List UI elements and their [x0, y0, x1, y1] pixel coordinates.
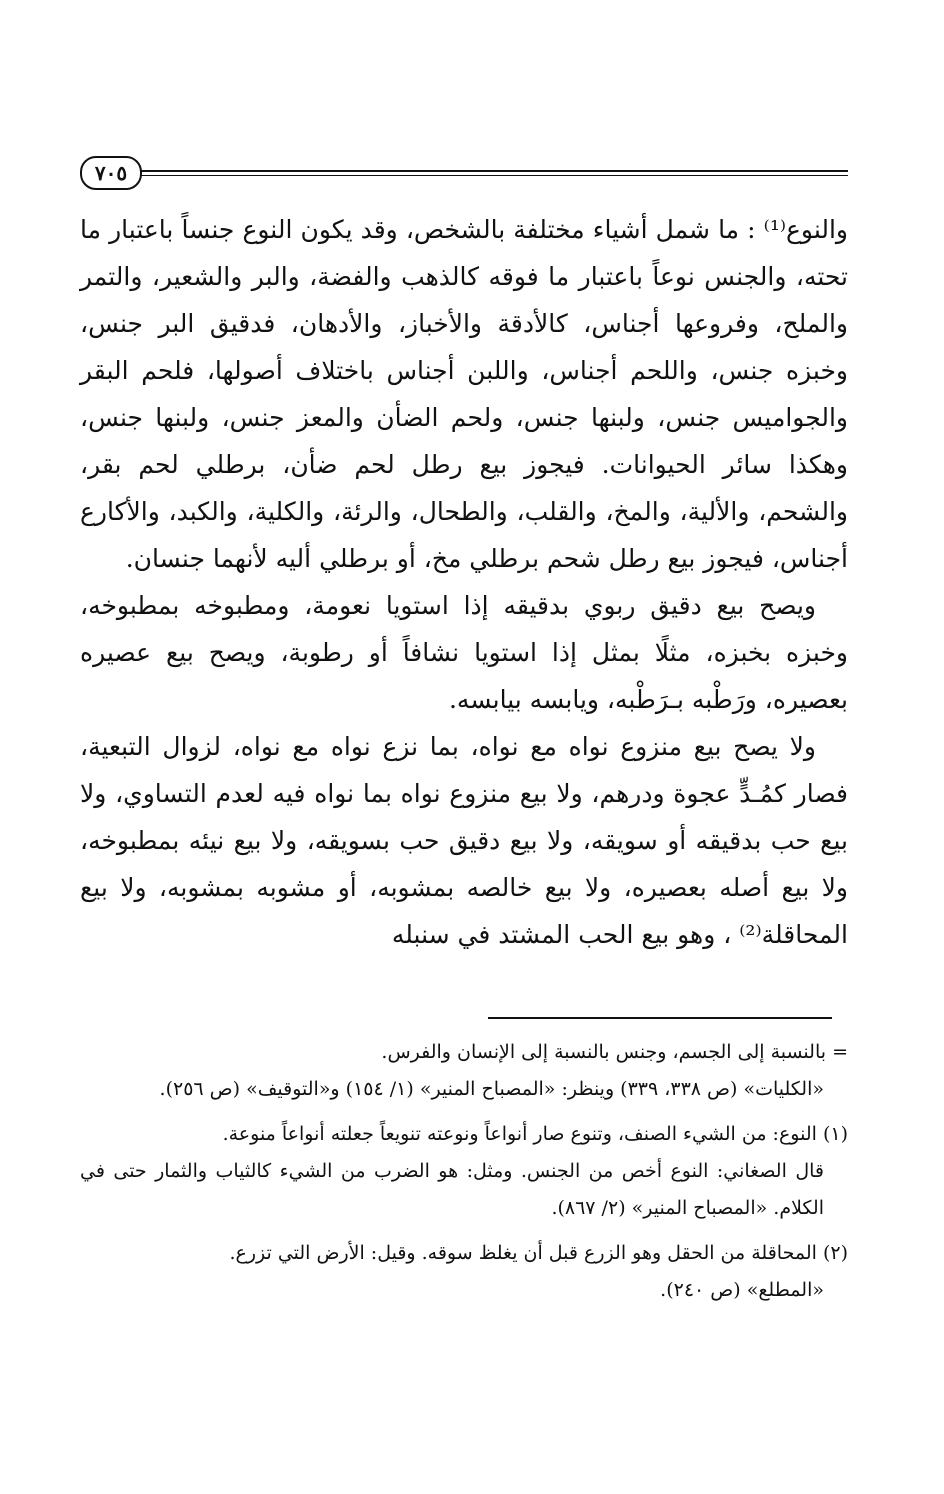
header-rule-thin	[140, 175, 848, 176]
header-rule	[140, 170, 848, 172]
paragraph: والنوع⁽¹⁾ : ما شمل أشياء مختلفة بالشخص، وقد يكون النوع جنساً باعتبار ما تحته، والجنس نوعاً باعتبار ما فوقه كالذهب والفضة، والبر والشعير، والتمر والملح، وفروعها أجناس، كالأدقة والأخباز، والأدهان، فدقيق البر جنس، وخبزه جنس، واللحم أجناس، واللبن أجناس باختلاف أصولها، فلحم البقر والجواميس جنس، ولبنها جنس، ولحم الضأن والمعز جنس، ولبنها جنس، وهكذا سائر الحيوانات. فيجوز بيع رطل لحم ضأن، برطلي لحم بقر، والشحم، والألية، والمخ، والقلب، والطحال، والرئة، والكلية، والكبد، والأكارع أجناس، فيجوز بيع رطل شحم برطلي مخ، أو برطلي أليه لأنهما جنسان.	[80, 215, 848, 573]
footnote-line: قال الصغاني: النوع أخص من الجنس. ومثل: هو الضرب من الشيء كالثياب والثمار حتى في الكلام. «المصباح المنير» (٢/ ٨٦٧).	[80, 1160, 824, 1219]
footnote-separator	[488, 1017, 832, 1019]
page-header	[80, 152, 848, 192]
footnote-1: (١) النوع: من الشيء الصنف، وتنوع صار أنواعاً ونوعته تنويعاً جعلته أنواعاً منوعة.	[222, 1123, 848, 1145]
paragraph: ويصح بيع دقيق ربوي بدقيقه إذا استويا نعومة، ومطبوخه بمطبوخه، وخبزه بخبزه، مثلًا بمثل إذا استويا نشافاً أو رطوبة، ويصح بيع عصيره بعصيره، ورَطْبه بـرَطْبه، ويابسه بيابسه.	[80, 591, 848, 714]
footnote-line: «المطلع» (ص ٢٤٠).	[660, 1279, 824, 1301]
footnote-line: = بالنسبة إلى الجسم، وجنس بالنسبة إلى الإنسان والفرس.	[381, 1041, 848, 1063]
footnote-2: (٢) المحاقلة من الحقل وهو الزرع قبل أن يغلظ سوقه. وقيل: الأرض التي تزرع.	[229, 1242, 848, 1264]
footnotes	[80, 1034, 848, 1309]
page-number: ٧٠٥	[80, 156, 142, 190]
footnote-line: «الكليات» (ص ٣٣٨، ٣٣٩) وينظر: «المصباح المنير» (١/ ١٥٤) و«التوقيف» (ص ٢٥٦).	[159, 1078, 824, 1100]
main-text	[80, 206, 848, 958]
paragraph: ولا يصح بيع منزوع نواه مع نواه، بما نزع نواه مع نواه، لزوال التبعية، فصار كمُـدٍّ عجوة ودرهم، ولا بيع منزوع نواه بما نواه فيه لعدم التساوي، ولا بيع حب بدقيقه أو سويقه، ولا بيع دقيق حب بسويقه، ولا بيع نيئه بمطبوخه، ولا بيع أصله بعصيره، ولا بيع خالصه بمشوبه، أو مشوبه بمشوبه، ولا بيع المحاقلة⁽²⁾ ، وهو بيع الحب المشتد في سنبله	[80, 732, 848, 949]
